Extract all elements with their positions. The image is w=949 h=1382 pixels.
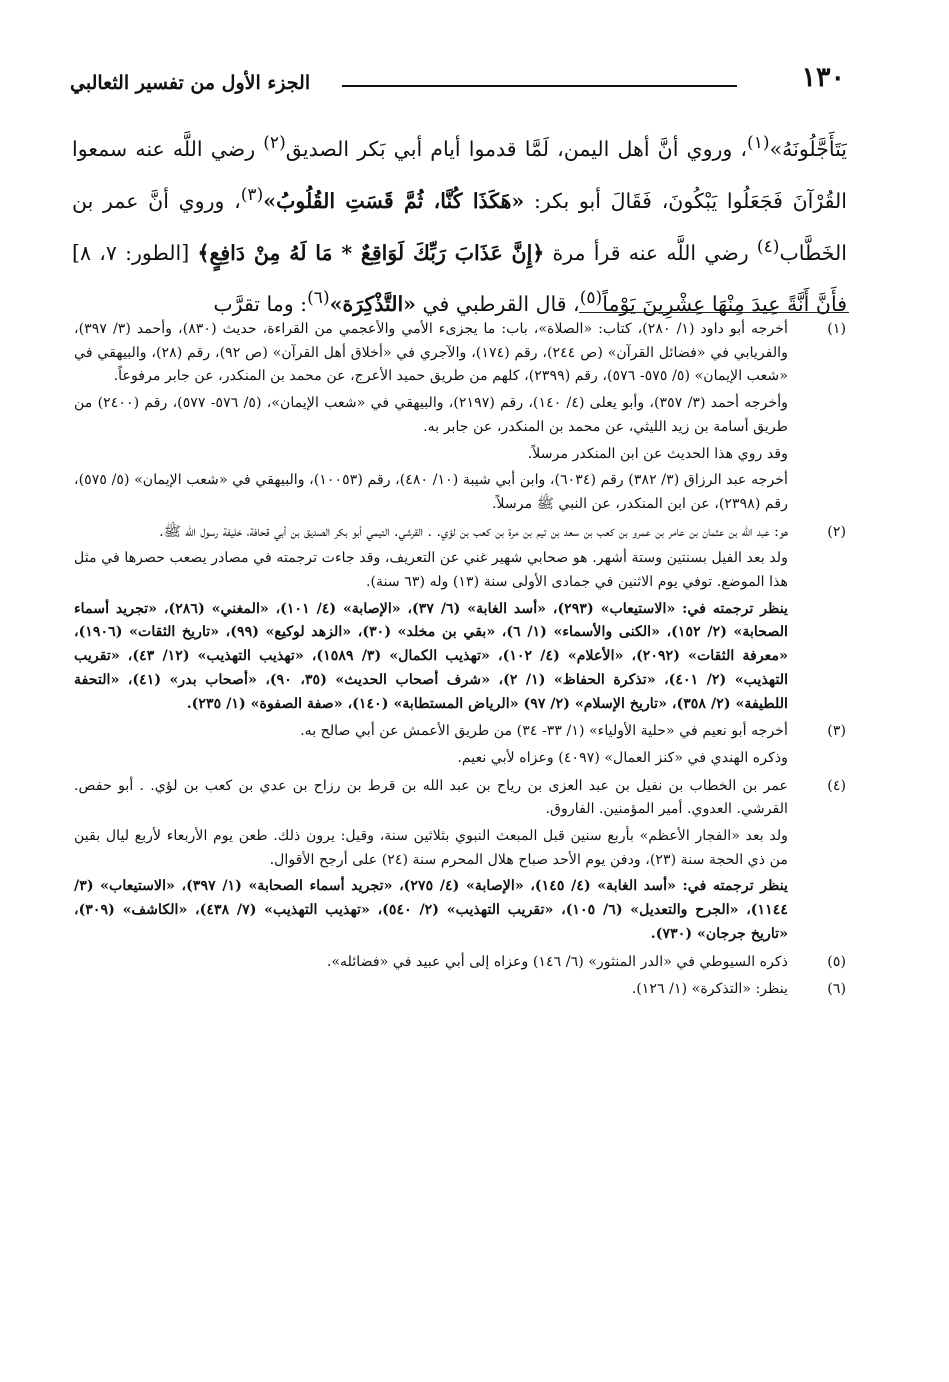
quote: «هَكَذَا كُنَّا، ثُمَّ قَسَتِ القُلُوبُ» bbox=[263, 188, 525, 213]
footnote-1 bbox=[74, 318, 846, 517]
footnote-5 bbox=[74, 951, 846, 975]
footnote-paragraph: هو: عبد الله بن عثمان بن عامر بن عمرو بن كعب بن سعد بن تيم بن مرة بن كعب بن لؤي. . القرشي. التيمي أبو بكر الصديق بن أبي قحافة، خليفة رسول الله ﷺ. bbox=[159, 523, 788, 540]
text-segment: ، وروي أنَّ أهل اليمن، لَمَّا قدموا أيام أبي بَكر الصديق bbox=[285, 136, 748, 161]
footnote-paragraph: أخرجه أبو نعيم في «حلية الأولياء» (١/ ٣٣- ٣٤) من طريق الأعمش عن أبي صالح به. bbox=[300, 723, 788, 740]
text-segment: : وما تقرَّب bbox=[213, 292, 308, 317]
book-title: «التَّذْكِرَة» bbox=[329, 292, 416, 317]
footnote-number: (٤) bbox=[827, 777, 846, 794]
footnote-2 bbox=[74, 521, 846, 717]
footnote-paragraph: ولد بعد الفيل بسنتين وستة أشهر. هو صحابي شهير غني عن التعريف، وقد جاءت ترجمته في مصادر يصعب حصرها في مثل هذا الموضع. توفي يوم الاثنين في جمادى الأولى سنة (١٣) وله (٦٣ سنة). bbox=[74, 550, 788, 591]
footnote-paragraph: ولد بعد «الفجار الأعظم» بأربع سنين قبل المبعث النبوي بثلاثين سنة، وقيل: يرون ذلك. طعن يوم الأربعاء لأربع ليال بقين من ذي الحجة سنة (٢٣)، ودفن يوم الأحد صباح هلال المحرم سنة (٢٤) على أرجح الأقوال. bbox=[74, 828, 788, 868]
text-segment: رضي اللَّه عنه سمعوا القُرْآنَ فَجَعَلُوا يَبْكُونَ، فَقَالَ أبو بكر: bbox=[72, 136, 847, 213]
footnote-ref-2: (٢) bbox=[263, 133, 286, 153]
footnote-paragraph: عمر بن الخطاب بن نفيل بن عبد العزى بن رياح بن عبد الله بن قرط بن رزاح بن عدي بن كعب بن لؤي. . أبو حفص. القرشي. العدوي. أمير المؤمنين. الفاروق. bbox=[74, 777, 788, 818]
footnote-number: (١) bbox=[827, 321, 846, 337]
footnote-paragraph: أخرجه أبو داود (١/ ٢٨٠)، كتاب: «الصلاة»، باب: ما يجزىء الأمي والأعجمي من القراءة، حديث (٨٣٠)، وأحمد (٣/ ٣٩٧)، والفريابي في «فضائل القرآن» (ص ٢٤٤)، رقم (١٧٤)، والآجري في «أخلاق أهل القرآن» (ص ٩٢)، رقم (٢٨)، والبيهقي في «شعب الإيمان» (٥/ ٥٧٥- ٥٧٦)، رقم (٢٣٩٩)، كلهم من طريق حميد الأعرج، عن محمد بن المنكدر، عن جابر مرفوعاً. bbox=[74, 321, 788, 385]
quran-verse: ﴿إِنَّ عَذَابَ رَبِّكَ لَوَاقِعٌ * مَا لَهُ مِنْ دَافِعٍ﴾ bbox=[197, 240, 545, 265]
page-number: ١٣٠ bbox=[801, 62, 845, 93]
text-segment: يَتَأَجَّلُونَهُ» bbox=[769, 136, 848, 161]
footnote-number: (٦) bbox=[827, 981, 846, 998]
footnote-ref-4: (٤) bbox=[756, 236, 780, 257]
footnote-number: (٣) bbox=[827, 723, 846, 740]
main-paragraph bbox=[72, 120, 847, 327]
footnote-paragraph: ينظر ترجمته في: «أسد الغابة» (٤/ ١٤٥)، «الإصابة» (٤/ ٢٧٥)، «تجريد أسماء الصحابة» (١/ ٣٩٧)، «الاستيعاب» (٣/ ١١٤٤)، «الجرح والتعديل» (٦/ ١٠٥)، «تقريب التهذيب» (٢/ ٥٤٠)، «تهذيب التهذيب» (٧/ ٤٣٨)، «الكاشف» (٣٠٩)، «تاريخ جرجان» (٧٣٠). bbox=[74, 878, 788, 942]
text-segment: [الطور: ٧، ٨] فأَنَّ أَنَّةً عِيدَ مِنْهَا عِشْرِينَ يَوْماً bbox=[72, 240, 847, 317]
footnote-ref-1: (١) bbox=[747, 133, 770, 153]
footnote-6 bbox=[74, 978, 846, 1002]
footnote-4 bbox=[74, 775, 846, 947]
footnote-paragraph: ينظر ترجمته في: «الاستيعاب» (٢٩٣)، «أسد الغابة» (٦/ ٣٧)، «الإصابة» (٤/ ١٠١)، «المغني» (٢٨٦)، «تجريد أسماء الصحابة» (٢/ ١٥٢)، «الكنى والأسماء» (١/ ٦)، «بقي بن مخلد» (٣٠)، «الزهد لوكيع» (٩٩)، «تاريخ الثقات» (١٩٠٦)، «معرفة الثقات» (٢٠٩٢)، «الأعلام» (٤/ ١٠٢)، «تهذيب الكمال» (٣/ ١٥٨٩)، «تهذيب التهذيب» (١٢/ ٤٣)، «تقريب التهذيب» (٢/ ٤٠١)، «تذكرة الحفاظ» (١/ ٢)، «شرف أصحاب الحديث» (٣٥، ٩٠)، «أصحاب بدر» (٤١)، «التحفة اللطيفة» (٢/ ٣٥٨)، «تاريخ الإسلام» (٢/ ٩٧) «الرياض المستطابة» (١٤٠)، «صفة الصفوة» (١/ ٢٣٥). bbox=[74, 600, 789, 712]
running-title: الجزء الأول من تفسير الثعالبي bbox=[70, 72, 311, 94]
footnote-ref-6: (٦) bbox=[307, 288, 330, 309]
footnote-paragraph: أخرجه عبد الرزاق (٣/ ٣٨٢) رقم (٦٠٣٤)، وابن أبي شيبة (١٠/ ٤٨٠)، رقم (١٠٠٥٣)، والبيهقي في «شعب الإيمان» (٥/ ٥٧٥)، رقم (٢٣٩٨)، عن ابن المنكدر، عن النبي ﷺ مرسلاً. bbox=[74, 472, 788, 512]
footnote-paragraph: وذكره الهندي في «كنز العمال» (٤٠٩٧) وعزاه لأبي نعيم. bbox=[457, 749, 788, 766]
page-header bbox=[70, 60, 845, 108]
footnote-paragraph: وأخرجه أحمد (٣/ ٣٥٧)، وأبو يعلى (٤/ ١٤٠)، رقم (٢١٩٧)، والبيهقي في «شعب الإيمان»، (٥/ ٥٧٦- ٥٧٧)، رقم (٢٤٠٠) من طريق أسامة بن زيد الليثي، عن محمد بن المنكدر، عن جابر به. bbox=[74, 395, 789, 435]
footnote-paragraph: ذكره السيوطي في «الدر المنثور» (٦/ ١٤٦) وعزاه إلى أبي عبيد في «فضائله». bbox=[326, 953, 788, 970]
footnotes bbox=[74, 318, 846, 1006]
footnote-number: (٥) bbox=[827, 953, 846, 970]
footnote-paragraph: ينظر: «التذكرة» (١/ ١٢٦). bbox=[631, 981, 788, 998]
header-rule bbox=[342, 85, 737, 87]
text-segment: رضي اللَّه عنه قرأ مرة bbox=[544, 240, 757, 265]
footnote-ref-3: (٣) bbox=[240, 184, 264, 205]
footnote-separator bbox=[579, 312, 849, 313]
footnote-ref-5: (٥) bbox=[579, 288, 603, 309]
main-text bbox=[72, 120, 847, 327]
text-segment: ، قال القرطبي في bbox=[415, 292, 580, 317]
text-segment: ، وروي أنَّ عمر بن الخَطَّاب bbox=[72, 188, 847, 265]
footnote-3 bbox=[74, 720, 846, 770]
footnote-number: (٢) bbox=[827, 523, 846, 540]
footnote-paragraph: وقد روي هذا الحديث عن ابن المنكدر مرسلاً. bbox=[527, 445, 788, 462]
